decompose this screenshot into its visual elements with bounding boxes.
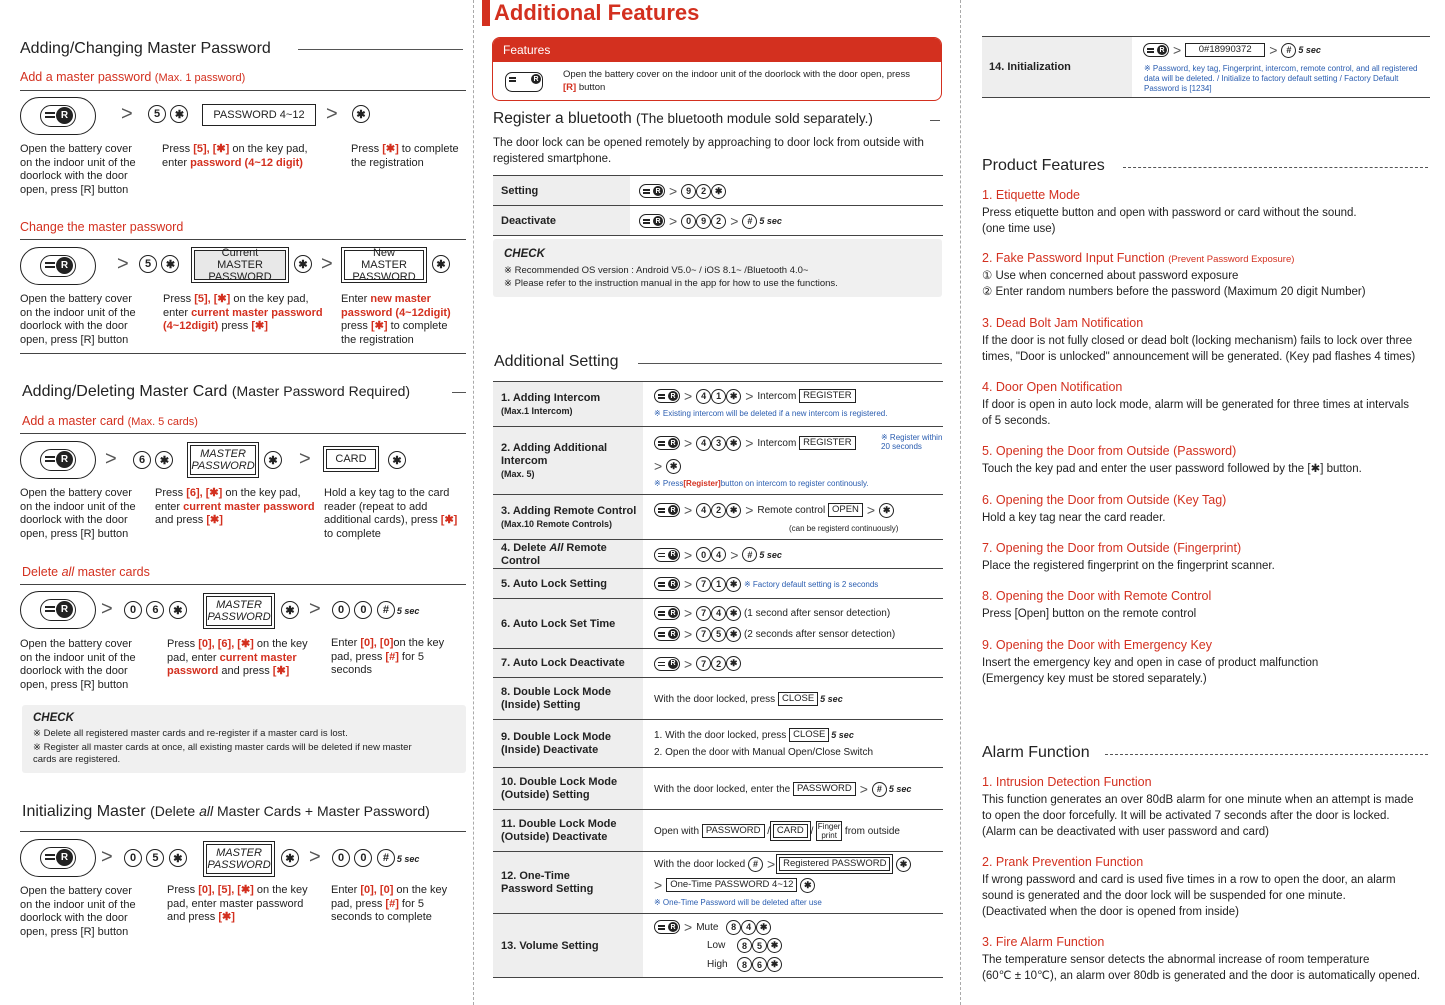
table-row bbox=[493, 719, 943, 767]
row-keys: R > 0#18990372 > # 5 sec bbox=[1143, 42, 1321, 58]
r-button-icon bbox=[20, 591, 96, 629]
step-enter-new-password: Enter new master password (4~12digit) press [✱] to complete the registration bbox=[341, 293, 451, 346]
row-keys: > One-Time PASSWORD 4~12 ✱ bbox=[654, 877, 815, 893]
check-item: ※ Recommended OS version : Android V5.0~ / iOS 8.1~ /Bluetooth 4.0~ bbox=[504, 265, 809, 276]
feature-heading: 4. Door Open Notification bbox=[982, 380, 1123, 394]
row-label: 12. One-Time Password Setting bbox=[493, 852, 643, 914]
key-sequence bbox=[133, 451, 173, 469]
key-star: ✱ bbox=[281, 601, 299, 619]
feature-text: Hold a key tag near the card reader. bbox=[982, 512, 1166, 524]
arrow-icon: > bbox=[321, 253, 333, 275]
check-title: CHECK bbox=[33, 712, 74, 724]
row-keys: With the door locked, enter the PASSWORD > # 5 sec bbox=[654, 781, 912, 797]
feature-heading: 2. Fake Password Input Function (Prevent Password Exposure) bbox=[982, 251, 1295, 265]
step-enter-current-password: Press [5], [✱] on the key pad, enter current master password (4~12digit) press [✱] bbox=[163, 293, 323, 332]
current-master-password-box: Current MASTER PASSWORD bbox=[194, 250, 286, 280]
bluetooth-title: Register a bluetooth (The bluetooth module sold separately.) bbox=[493, 110, 873, 127]
key-sequence bbox=[148, 105, 188, 123]
key-star: ✱ bbox=[294, 255, 312, 273]
step-complete: Press [✱] to complete the registration bbox=[351, 143, 459, 169]
subtitle-delete-all-master-cards: Delete all master cards bbox=[22, 565, 150, 579]
row-note: ※ Register within 20 seconds bbox=[881, 433, 943, 451]
feature-heading: 1. Etiquette Mode bbox=[982, 188, 1080, 202]
table-row bbox=[493, 568, 943, 598]
row-label: 2. Adding Additional Intercom (Max. 5) bbox=[493, 427, 643, 495]
key-6: 6 bbox=[146, 601, 164, 619]
key-0: 0 bbox=[124, 601, 142, 619]
key-sequence bbox=[124, 849, 187, 867]
arrow-icon: > bbox=[309, 598, 321, 620]
arrow-icon: > bbox=[121, 103, 133, 125]
arrow-icon: > bbox=[326, 103, 338, 125]
key-5: 5 bbox=[148, 105, 166, 123]
key-star: ✱ bbox=[264, 451, 282, 469]
r-button-icon bbox=[20, 97, 96, 135]
key-star: ✱ bbox=[388, 451, 406, 469]
title-rule bbox=[930, 120, 940, 121]
additional-setting-table bbox=[493, 381, 943, 981]
row-note: ※ Press [Register] button on intercom to register continously. bbox=[654, 479, 869, 488]
key-star: ✱ bbox=[352, 105, 370, 123]
page-title: Additional Features bbox=[494, 0, 700, 25]
row-label: 7. Auto Lock Deactivate bbox=[493, 649, 643, 678]
table-row bbox=[493, 913, 943, 977]
alarm-text: This function generates an over 80dB alarm for one minute when an attempt is made bbox=[982, 794, 1414, 806]
row-label: 13. Volume Setting bbox=[493, 914, 643, 978]
step-enter-master-password: Press [0], [5], [✱] on the key pad, enter master password and press [✱] bbox=[167, 884, 308, 923]
row-keys: High 8 6 ✱ bbox=[707, 957, 782, 972]
title-rule bbox=[1105, 754, 1428, 755]
new-master-password-box: New MASTER PASSWORD bbox=[344, 250, 424, 280]
alarm-function-title: Alarm Function bbox=[982, 744, 1090, 761]
column-divider-2 bbox=[960, 0, 961, 1005]
feature-text: ① Use when concerned about password exposure bbox=[982, 270, 1239, 282]
step-open-cover: Open the battery cover on the indoor unit of the doorlock with the door open, press [R] button bbox=[20, 638, 136, 691]
subtitle-rule bbox=[20, 90, 466, 91]
title-rule bbox=[452, 392, 466, 393]
table-row bbox=[493, 767, 943, 809]
row-note: ※ Existing intercom will be deleted if a new intercom is registered. bbox=[654, 409, 888, 418]
r-button-icon bbox=[20, 441, 96, 479]
key-sequence bbox=[139, 255, 179, 273]
section-title-master-card: Adding/Deleting Master Card (Master Password Required) bbox=[22, 383, 411, 400]
alarm-text: If wrong password and card is used five times in a row to open the door, an alarm bbox=[982, 874, 1396, 886]
section-title-master-password: Adding/Changing Master Password bbox=[20, 40, 271, 57]
subtitle-rule bbox=[20, 433, 466, 434]
section-rule bbox=[20, 353, 466, 354]
step-enter-master-password: Press [6], [✱] on the key pad, enter current master password and press [✱] bbox=[155, 487, 315, 526]
feature-text: Insert the emergency key and open in case of product malfunction bbox=[982, 657, 1319, 669]
subtitle-add-master-password: Add a master password (Max. 1 password) bbox=[20, 70, 246, 84]
alarm-text: The temperature sensor detects the abnormal increase of room temperature bbox=[982, 954, 1370, 966]
arrow-icon: > bbox=[105, 448, 117, 470]
table-row bbox=[493, 851, 943, 913]
step-open-cover: Open the battery cover on the indoor unit of the doorlock with the door open, press [R] button bbox=[20, 293, 136, 346]
key-0: 0 bbox=[332, 601, 350, 619]
bluetooth-description: The door lock can be opened remotely by approaching to door lock from outside with registered smartphone. bbox=[493, 137, 924, 165]
row-label: 10. Double Lock Mode (Outside) Setting bbox=[493, 768, 643, 810]
row-label: 3. Adding Remote Control (Max.10 Remote Controls) bbox=[493, 495, 643, 540]
key-5: 5 bbox=[139, 255, 157, 273]
key-5: 5 bbox=[146, 849, 164, 867]
row-keys: R > Mute 8 4 ✱ bbox=[654, 919, 771, 935]
alarm-heading: 1. Intrusion Detection Function bbox=[982, 775, 1152, 789]
row-keys: R > 9 2 ✱ bbox=[639, 176, 726, 206]
arrow-icon: > bbox=[117, 253, 129, 275]
table-rule bbox=[493, 235, 943, 236]
key-0: 0 bbox=[332, 849, 350, 867]
feature-text: If the door is not fully closed or dead bolt (locking mechanism) fails to lock over three bbox=[982, 335, 1413, 347]
alarm-text: (Deactivated when the door is opened from inside) bbox=[982, 906, 1239, 918]
row-label: Deactivate bbox=[493, 206, 630, 236]
row-keys: With the door locked # > Registered PASSWORD ✱ bbox=[654, 856, 911, 872]
additional-setting-title: Additional Setting bbox=[494, 353, 619, 370]
row-keys: R > 4 2 ✱ > Remote control OPEN > ✱ bbox=[654, 502, 894, 518]
section-title-initializing-master: Initializing Master (Delete all Master Cards + Master Password) bbox=[22, 803, 430, 820]
feature-text: If door is open in auto lock mode, alarm will be generated for three times at intervals bbox=[982, 399, 1409, 411]
row-keys: R > 7 5 ✱ (2 seconds after sensor detection) bbox=[654, 626, 895, 642]
subtitle-add-master-card: Add a master card (Max. 5 cards) bbox=[22, 414, 198, 428]
table-row bbox=[493, 677, 943, 719]
r-button-icon bbox=[20, 839, 96, 877]
table-row bbox=[493, 175, 943, 205]
row-label: 11. Double Lock Mode (Outside) Deactivate bbox=[493, 810, 643, 852]
table-row bbox=[493, 494, 943, 539]
alarm-text: (Alarm can be deactivated with user password and card) bbox=[982, 826, 1270, 838]
table-rule bbox=[493, 977, 943, 978]
hold-duration: 5 sec bbox=[396, 854, 420, 865]
table-row bbox=[493, 598, 943, 648]
features-panel bbox=[492, 37, 942, 101]
row-keys: R > 7 4 ✱ (1 second after sensor detection) bbox=[654, 605, 890, 621]
master-password-box: MASTER PASSWORD bbox=[206, 596, 272, 626]
step-hold-hash: Enter [0], [0] on the key pad, press [#] for 5 seconds to complete bbox=[331, 884, 448, 923]
key-star: ✱ bbox=[169, 601, 187, 619]
key-star: ✱ bbox=[169, 849, 187, 867]
table-row bbox=[493, 539, 943, 568]
subtitle-change-master-password: Change the master password bbox=[20, 220, 184, 234]
row-keys: 1. With the door locked, press CLOSE 5 sec bbox=[654, 729, 854, 741]
check-title: CHECK bbox=[504, 248, 545, 260]
bluetooth-table bbox=[493, 175, 943, 235]
step-open-cover: Open the battery cover on the indoor unit of the doorlock with the door open, press [R] button bbox=[20, 487, 136, 540]
row-label: 8. Double Lock Mode (Inside) Setting bbox=[493, 678, 643, 720]
features-tab: Features bbox=[493, 38, 941, 62]
feature-heading: 3. Dead Bolt Jam Notification bbox=[982, 316, 1144, 330]
table-row bbox=[493, 381, 943, 426]
subtitle-rule bbox=[20, 584, 466, 585]
step-hold-key-tag: Hold a key tag to the card reader (repeat to add additional cards), press [✱] to complete bbox=[324, 487, 458, 540]
column-master-settings bbox=[0, 0, 470, 1005]
feature-heading: 8. Opening the Door with Remote Control bbox=[982, 589, 1212, 603]
title-accent-bar bbox=[482, 0, 490, 26]
step-enter-password: Press [5], [✱] on the key pad, enter password (4~12 digit) bbox=[162, 143, 308, 169]
table-row bbox=[493, 205, 943, 235]
row-label: Setting bbox=[493, 176, 630, 206]
initialization-row bbox=[982, 36, 1430, 98]
feature-heading: 6. Opening the Door from Outside (Key Tag) bbox=[982, 493, 1227, 507]
row-keys: R > 0 9 2 > # 5 sec bbox=[639, 206, 782, 236]
key-star: ✱ bbox=[161, 255, 179, 273]
check-notice bbox=[22, 705, 466, 773]
step-hold-hash: Enter [0], [0]on the key pad, press [#] for 5 seconds bbox=[331, 637, 445, 676]
row-text: 2. Open the door with Manual Open/Close Switch bbox=[654, 747, 874, 758]
table-row bbox=[493, 648, 943, 677]
key-sequence bbox=[332, 849, 419, 867]
row-note: ※ One-Time Password will be deleted after use bbox=[654, 898, 822, 907]
r-button-icon bbox=[505, 72, 543, 92]
arrow-icon: > bbox=[101, 846, 113, 868]
row-keys: R > 7 2 ✱ bbox=[654, 649, 741, 678]
card-icon: CARD bbox=[326, 449, 376, 469]
r-button-icon bbox=[20, 247, 96, 285]
feature-heading: 5. Opening the Door from Outside (Password) bbox=[982, 444, 1237, 458]
key-star: ✱ bbox=[432, 255, 450, 273]
key-hash: # bbox=[377, 601, 395, 619]
row-note: ※ Password, key tag, Fingerprint, intercom, remote control, and all registered data will be deleted. / Initialize to factory default setting / Factory Default Password is [1234] bbox=[1144, 64, 1418, 93]
alarm-text: sound is generated and the door lock will be suspended for one minute. bbox=[982, 890, 1346, 902]
feature-text: times, "Door is unlocked" announcement will be generated. (Key pad flashes 4 times) bbox=[982, 351, 1416, 363]
arrow-icon: > bbox=[299, 448, 311, 470]
step-enter-master-password: Press [0], [6], [✱] on the key pad, enter current master password and press [✱] bbox=[167, 638, 308, 677]
feature-text: Press [Open] button on the remote control bbox=[982, 608, 1197, 620]
row-keys: R > 4 3 ✱ > Intercom REGISTER bbox=[654, 435, 856, 451]
row-keys: R > 0 4 > # 5 sec bbox=[654, 540, 782, 569]
key-0: 0 bbox=[354, 601, 372, 619]
row-label: 1. Adding Intercom (Max.1 Intercom) bbox=[493, 382, 643, 427]
arrow-icon: > bbox=[101, 598, 113, 620]
hold-duration: 5 sec bbox=[396, 606, 420, 617]
feature-text: of 5 seconds. bbox=[982, 415, 1051, 427]
row-keys: With the door locked, press CLOSE 5 sec bbox=[654, 693, 843, 705]
alarm-text: to open the door forcefully. It will be activated 7 seconds after the door is locked. bbox=[982, 810, 1390, 822]
feature-text: Place the registered fingerprint on the fingerprint scanner. bbox=[982, 560, 1275, 572]
key-0: 0 bbox=[124, 849, 142, 867]
check-item: ※ Register all master cards at once, all existing master cards will be deleted if new master cards are registered. bbox=[33, 742, 412, 765]
feature-text: Touch the key pad and enter the user password followed by the [✱] button. bbox=[982, 463, 1362, 475]
row-keys: > ✱ bbox=[654, 458, 681, 474]
row-label: 14. Initialization bbox=[982, 37, 1132, 97]
feature-text: Press etiquette button and open with password or card without the sound. bbox=[982, 207, 1357, 219]
master-password-box: MASTER PASSWORD bbox=[190, 445, 256, 475]
title-rule bbox=[1123, 167, 1428, 168]
feature-text: (one time use) bbox=[982, 223, 1056, 235]
row-keys: Open with PASSWORD / CARD / Finger print from outside bbox=[654, 822, 900, 840]
key-sequence bbox=[332, 601, 419, 619]
key-sequence bbox=[124, 601, 187, 619]
column-product-features bbox=[975, 0, 1445, 1005]
feature-heading: 7. Opening the Door from Outside (Fingerprint) bbox=[982, 541, 1242, 555]
row-keys: R > 4 1 ✱ > Intercom REGISTER bbox=[654, 388, 856, 404]
check-item: ※ Please refer to the instruction manual in the app for how to use the functions. bbox=[504, 278, 838, 289]
arrow-icon: > bbox=[309, 846, 321, 868]
row-label: 9. Double Lock Mode (Inside) Deactivate bbox=[493, 720, 643, 768]
alarm-text: (60℃ ± 10℃), an alarm over 80db is generated and the door is automatically opened. bbox=[982, 970, 1421, 982]
check-notice bbox=[493, 239, 942, 297]
row-label: 6. Auto Lock Set Time bbox=[493, 599, 643, 649]
key-star: ✱ bbox=[155, 451, 173, 469]
column-additional-features bbox=[478, 0, 958, 1005]
key-star: ✱ bbox=[170, 105, 188, 123]
row-keys: Low 8 5 ✱ bbox=[707, 938, 782, 953]
key-hash: # bbox=[377, 849, 395, 867]
features-text: Open the battery cover on the indoor unit of the doorlock with the door open, press [R] button bbox=[563, 69, 910, 93]
row-note: (can be registerd continuously) bbox=[789, 524, 899, 533]
key-0: 0 bbox=[354, 849, 372, 867]
step-open-cover: Open the battery cover on the indoor unit of the doorlock with the door open, press [R] button bbox=[20, 885, 136, 938]
alarm-heading: 3. Fire Alarm Function bbox=[982, 935, 1105, 949]
feature-text: ② Enter random numbers before the password (Maximum 20 digit Number) bbox=[982, 286, 1366, 298]
step-open-cover: Open the battery cover on the indoor unit of the doorlock with the door open, press [R] button bbox=[20, 143, 136, 196]
table-row bbox=[493, 809, 943, 851]
alarm-heading: 2. Prank Prevention Function bbox=[982, 855, 1144, 869]
master-password-box: MASTER PASSWORD bbox=[206, 844, 272, 874]
row-label: 4. Delete All Remote Control bbox=[493, 540, 643, 569]
key-star: ✱ bbox=[281, 849, 299, 867]
subtitle-rule bbox=[20, 239, 466, 240]
check-item: ※ Delete all registered master cards and re-register if a master card is lost. bbox=[33, 728, 348, 739]
feature-text: (Emergency key must be stored separately.) bbox=[982, 673, 1207, 685]
table-row bbox=[493, 426, 943, 494]
column-divider-1 bbox=[473, 0, 474, 1005]
row-label: 5. Auto Lock Setting bbox=[493, 569, 643, 599]
title-rule bbox=[298, 49, 463, 50]
key-6: 6 bbox=[133, 451, 151, 469]
feature-heading: 9. Opening the Door with Emergency Key bbox=[982, 638, 1212, 652]
password-box: PASSWORD 4~12 bbox=[202, 104, 316, 126]
title-rule bbox=[638, 363, 942, 364]
subtitle-rule bbox=[20, 831, 466, 832]
product-features-title: Product Features bbox=[982, 157, 1105, 174]
row-keys: R > 7 1 ✱ ※ Factory default setting is 2 seconds bbox=[654, 569, 878, 599]
